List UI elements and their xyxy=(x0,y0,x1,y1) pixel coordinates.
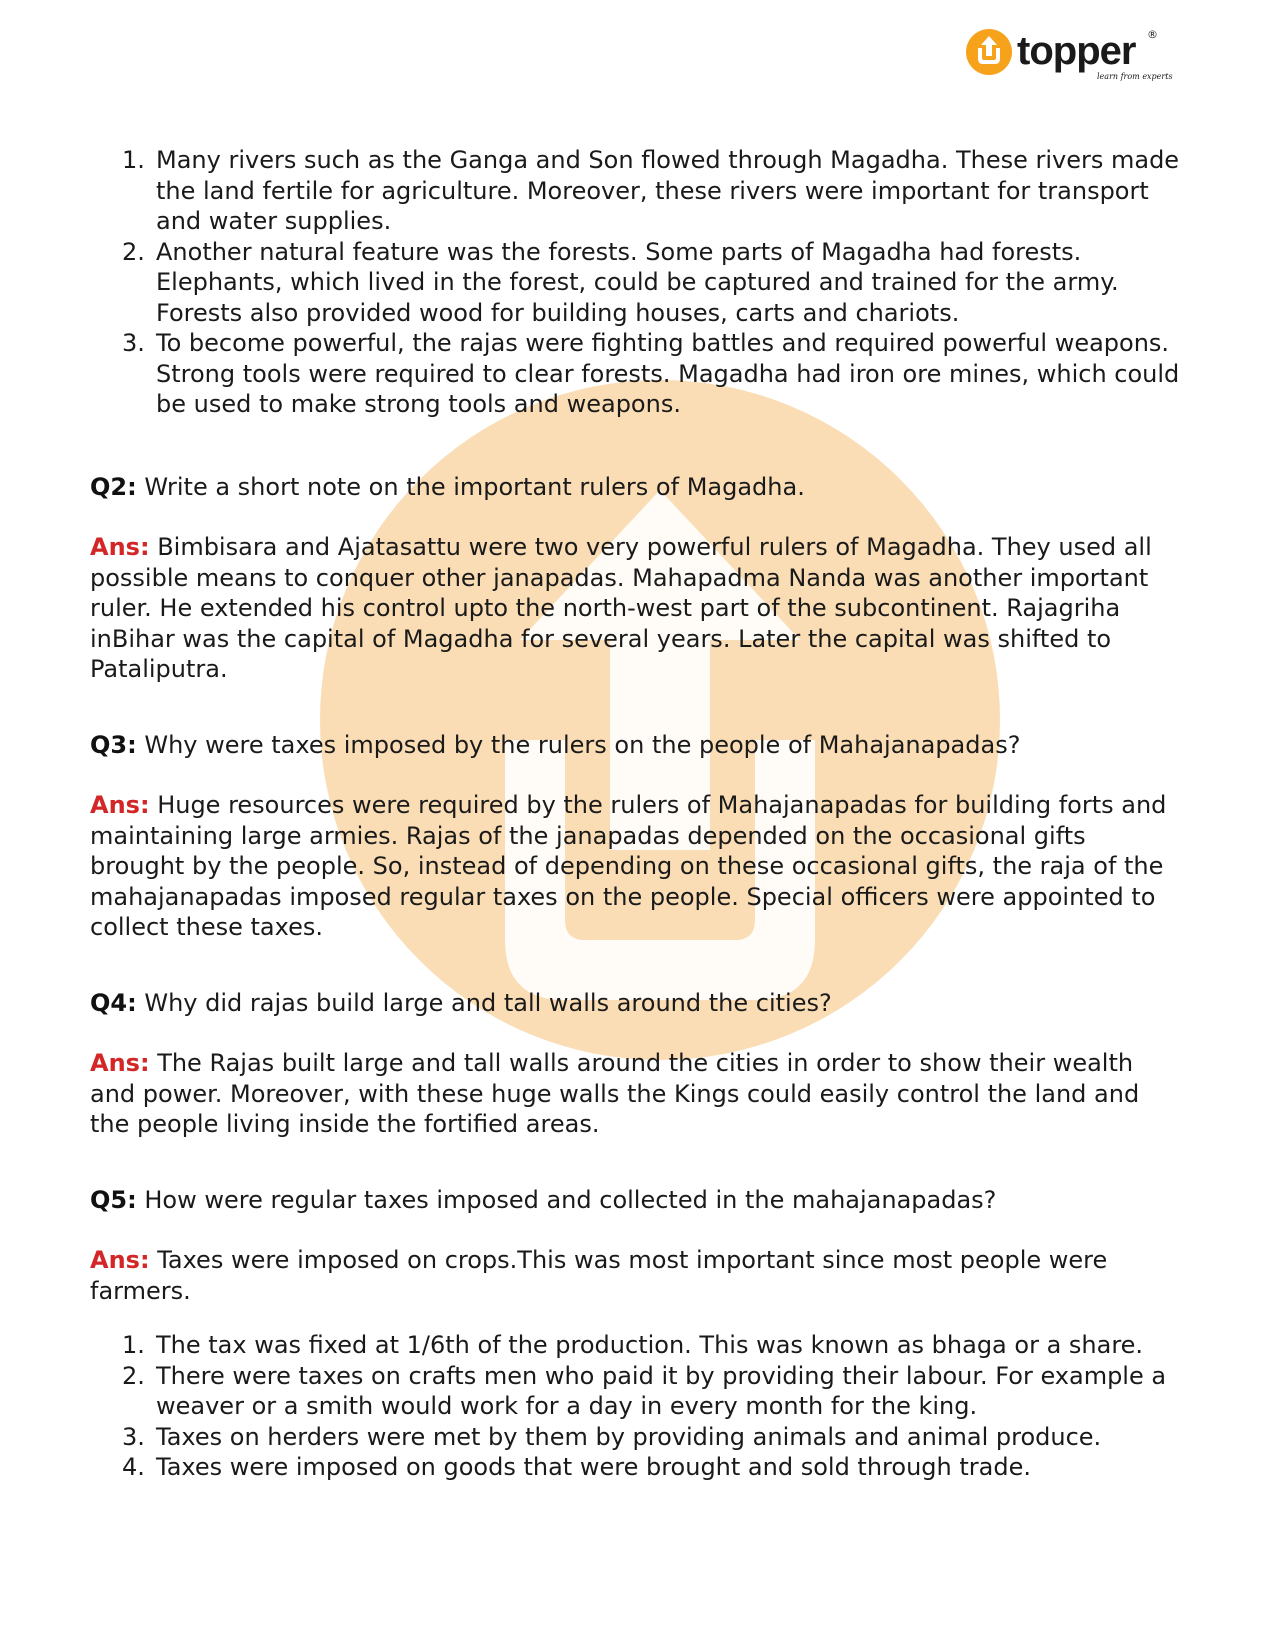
document-content xyxy=(90,145,1185,1483)
list-item: 1. The tax was fixed at 1/6th of the production. This was known as bhaga or a share. xyxy=(122,1331,1144,1359)
list-item: 3. Taxes on herders were met by them by providing animals and animal produce. xyxy=(122,1422,1102,1451)
question-q3: Q3: Why were taxes imposed by the rulers on the people of Mahajanapadas? xyxy=(90,730,1021,759)
answer-q3: Ans: Huge resources were required by the rulers of Mahajanapadas for building forts and maintaining large armies. Rajas of the janapadas depended on the occasional gifts brought by the people. So, instead of depending on these occasional gifts, the raja of the mahajanapadas imposed regular taxes on the people. Special officers were appointed to collect these taxes. xyxy=(90,791,1167,941)
logo-tagline: learn from experts xyxy=(1097,72,1173,81)
answer-q2: Ans: Bimbisara and Ajatasattu were two very powerful rulers of Magadha. They used all possible means to conquer other janapadas. Mahapadma Nanda was another important ruler. He extended his control upto the north-west part of the subcontinent. Rajagriha inBihar was the capital of Magadha for several years. Later the capital was shifted to Pataliputra. xyxy=(90,533,1152,683)
question-q2: Q2: Write a short note on the important rulers of Magadha. xyxy=(90,472,805,501)
intro-list xyxy=(90,145,1185,420)
topper-logo xyxy=(965,26,1173,86)
topper-logo-icon xyxy=(965,26,1173,86)
list-item: 2. Another natural feature was the forests. Some parts of Magadha had forests. Elephants, which lived in the forest, could be captured and trained for the army. Forests also provided wood for building houses, carts and chariots. xyxy=(122,237,1119,327)
question-q5: Q5: How were regular taxes imposed and collected in the mahajanapadas? xyxy=(90,1185,997,1214)
list-item: 4. Taxes were imposed on goods that were brought and sold through trade. xyxy=(122,1453,1031,1481)
logo-wordmark: topper xyxy=(1017,29,1136,73)
answer-q5: Ans: Taxes were imposed on crops.This was most important since most people were farmers. xyxy=(90,1246,1108,1305)
list-item: 3. To become powerful, the rajas were fighting battles and required powerful weapons. Strong tools were required to clear forests. Magadha had iron ore mines, which could be used to make strong tools and weapons. xyxy=(122,329,1180,418)
list-item: 1. Many rivers such as the Ganga and Son flowed through Magadha. These rivers made the land fertile for agriculture. Moreover, these rivers were important for transport and water supplies. xyxy=(122,146,1180,235)
answer-q4: Ans: The Rajas built large and tall walls around the cities in order to show their wealth and power. Moreover, with these huge walls the Kings could easily control the land and the people living inside the fortified areas. xyxy=(90,1049,1140,1138)
tax-list xyxy=(90,1330,1185,1483)
question-q4: Q4: Why did rajas build large and tall walls around the cities? xyxy=(90,988,832,1017)
list-item: 2. There were taxes on crafts men who paid it by providing their labour. For example a weaver or a smith would work for a day in every month for the king. xyxy=(122,1361,1167,1420)
registered-mark: ® xyxy=(1147,28,1158,41)
